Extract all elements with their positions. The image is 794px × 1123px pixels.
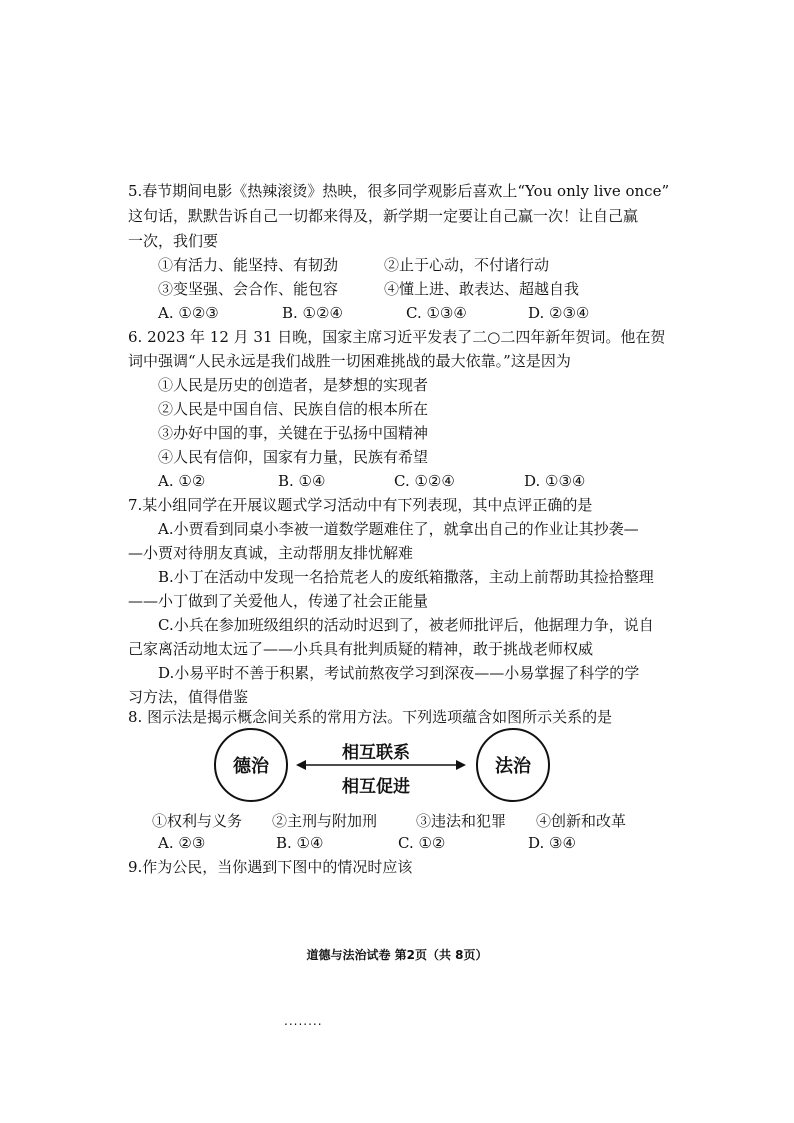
q6-item-1: ①人民是历史的创造者，是梦想的实现者 xyxy=(158,376,429,394)
circle-rule-by-law xyxy=(476,728,550,802)
diagram-top-label: 相互联系 xyxy=(342,743,410,763)
q7-option-c-line-1[interactable]: C.小兵在参加班级组织的活动时迟到了，被老师批评后，他据理力争，说自 xyxy=(158,616,654,634)
q5-choice-a[interactable]: A. ①②③ xyxy=(158,304,219,322)
q6-item-4: ④人民有信仰，国家有力量，民族有希望 xyxy=(158,448,429,466)
q6-item-3: ③办好中国的事，关键在于弘扬中国精神 xyxy=(158,424,429,442)
q6-choice-c[interactable]: C. ①②④ xyxy=(394,472,455,490)
q8-choice-d[interactable]: D. ③④ xyxy=(528,834,576,852)
q5-choices xyxy=(158,303,658,323)
circle-rule-by-virtue-label: 德治 xyxy=(233,756,269,777)
q8-choice-a[interactable]: A. ②③ xyxy=(158,834,206,852)
double-arrow-icon xyxy=(296,758,466,772)
q8-stem: 8. 图示法是揭示概念间关系的常用方法。下列选项蕴含如图所示关系的是 xyxy=(128,708,613,726)
q6-choice-d[interactable]: D. ①③④ xyxy=(524,472,586,490)
q6-stem-line-2: 词中强调“人民永远是我们战胜一切困难挑战的最大依靠。”这是因为 xyxy=(128,352,571,370)
q5-item-2: ②止于心动，不付诸行动 xyxy=(384,256,550,274)
q7-option-d-line-1[interactable]: D.小易平时不善于积累，考试前熬夜学习到深夜——小易掌握了科学的学 xyxy=(158,664,640,682)
q5-choice-b[interactable]: B. ①②④ xyxy=(282,304,343,322)
q5-stem-line-1: 5.春节期间电影《热辣滚烫》热映，很多同学观影后喜欢上“You only live once” xyxy=(128,182,670,200)
q9-stem: 9.作为公民，当你遇到下图中的情况时应该 xyxy=(128,858,413,876)
q5-item-4: ④懂上进、敢表达、超越自我 xyxy=(384,280,580,298)
q5-stem-line-2: 这句话，默默告诉自己一切都来得及，新学期一定要让自己赢一次！让自己赢 xyxy=(128,207,639,225)
q7-option-a-line-1[interactable]: A.小贾看到同桌小李被一道数学题难住了，就拿出自己的作业让其抄袭— xyxy=(158,520,639,538)
diagram-bottom-label: 相互促进 xyxy=(342,777,410,797)
q7-option-c-line-2[interactable]: 己家离活动地太远了——小兵具有批判质疑的精神，敢于挑战老师权威 xyxy=(128,640,594,658)
q6-choices xyxy=(158,471,658,491)
q5-item-1: ①有活力、能坚持、有韧劲 xyxy=(158,256,339,274)
q6-choice-b[interactable]: B. ①④ xyxy=(278,472,326,490)
q8-choices xyxy=(158,833,658,853)
q5-items-row-2 xyxy=(158,279,658,299)
q7-option-a-line-2[interactable]: —小贾对待朋友真诚，主动帮朋友排忧解难 xyxy=(128,544,414,562)
q5-item-3: ③变坚强、会合作、能包容 xyxy=(158,280,339,298)
q5-choice-d[interactable]: D. ②③④ xyxy=(528,304,590,322)
circle-rule-by-virtue xyxy=(214,728,288,802)
q8-items xyxy=(152,811,652,831)
q5-items-row-1 xyxy=(158,255,658,275)
q8-item-1: ①权利与义务 xyxy=(152,812,243,830)
q7-option-d-line-2[interactable]: 习方法，值得借鉴 xyxy=(128,688,249,706)
circle-rule-by-law-label: 法治 xyxy=(495,756,531,777)
q8-choice-b[interactable]: B. ①④ xyxy=(276,834,324,852)
q8-item-3: ③违法和犯罪 xyxy=(416,812,507,830)
footer-dots: ........ xyxy=(284,1014,323,1028)
q7-option-b-line-2[interactable]: ——小丁做到了关爱他人，传递了社会正能量 xyxy=(128,592,429,610)
q7-stem: 7.某小组同学在开展议题式学习活动中有下列表现，其中点评正确的是 xyxy=(128,496,593,514)
q6-choice-a[interactable]: A. ①② xyxy=(158,472,206,490)
q7-option-b-line-1[interactable]: B.小丁在活动中发现一名拾荒老人的废纸箱撒落，主动上前帮助其捡拾整理 xyxy=(158,568,654,586)
q8-choice-c[interactable]: C. ①② xyxy=(398,834,446,852)
q6-item-2: ②人民是中国自信、民族自信的根本所在 xyxy=(158,400,429,418)
page-footer: 道德与法治试卷 第2页（共 8页） xyxy=(306,948,488,962)
q8-item-2: ②主刑与附加刑 xyxy=(272,812,378,830)
q5-choice-c[interactable]: C. ①③④ xyxy=(406,304,467,322)
relationship-diagram xyxy=(200,724,560,808)
q8-item-4: ④创新和改革 xyxy=(536,812,627,830)
q6-stem-line-1: 6. 2023 年 12 月 31 日晚，国家主席习近平发表了二○二四年新年贺词。他在贺 xyxy=(128,328,666,346)
q5-stem-line-3: 一次，我们要 xyxy=(128,232,219,250)
